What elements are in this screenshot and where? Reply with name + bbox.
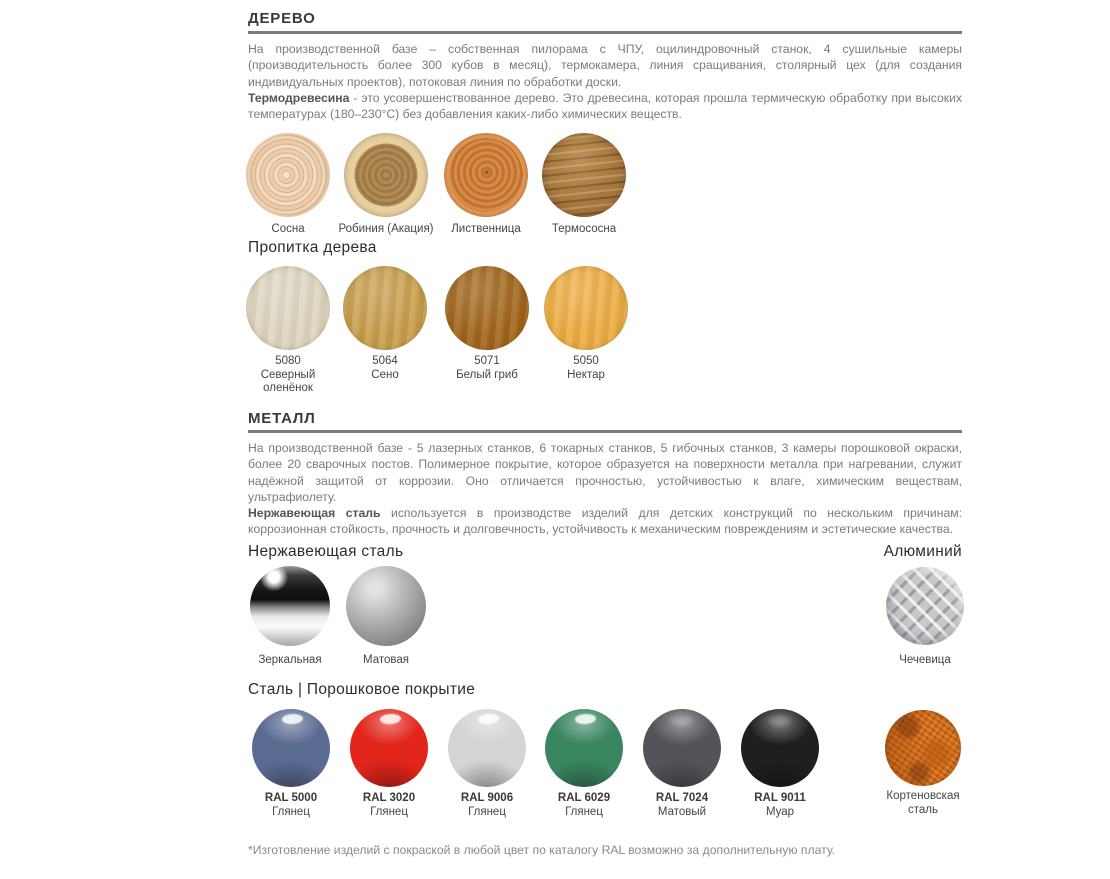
stainless-lead: Нержавеющая сталь	[248, 506, 381, 521]
powder-title: Сталь | Порошковое покрытие	[248, 681, 476, 698]
stain-name: Белый гриб	[456, 368, 518, 381]
matte-steel-sphere	[346, 566, 426, 646]
ral-color-sphere	[643, 709, 721, 787]
ral-color-sphere	[545, 709, 623, 787]
metal-intro-paragraph: На производственной базе - 5 лазерных станков, 6 токарных станков, 5 гибочных станков, 3 камеры порошковой окраски, более 20 сварочных постов. Полимерное покрытие, которое образуется на поверхности металла при нагревании, служит надёжной защитой от коррозии. Оно отличается прочностью, устойчивостью к влаге, химическим веществам, ультрафиолету.	[248, 441, 962, 504]
ral-code: RAL 3020	[362, 792, 416, 804]
ral-color-sphere	[741, 709, 819, 787]
swatch-label: Термососна	[551, 223, 617, 235]
swatch-label: Робиния (Акация)	[338, 223, 434, 235]
thermowood-paragraph	[248, 90, 962, 123]
impregnation-title: Пропитка дерева	[248, 239, 377, 256]
swatch-label: Зеркальная	[258, 654, 322, 666]
larch-photo-swatch	[444, 133, 528, 217]
ral-color-sphere	[448, 709, 526, 787]
aluminum-title: Алюминий	[883, 543, 962, 560]
stain-code: 5050	[573, 355, 599, 367]
thermowood-text: - это усовершенствованное дерево. Это древесина, которая прошла термическую обработку при высоких температурах (180–230°С) без добавления каких-либо химических веществ.	[248, 90, 962, 122]
ral-finish: Глянец	[272, 805, 310, 818]
corten-name: Кортеновская сталь	[886, 790, 960, 816]
ral-finish: Глянец	[565, 805, 603, 818]
corten-steel-disc	[885, 710, 961, 786]
ral-finish: Муар	[765, 805, 795, 818]
swatch-label: Матовая	[363, 654, 409, 666]
pine-photo-swatch	[246, 133, 330, 217]
corten-swatch	[863, 710, 983, 817]
ral-code: RAL 9006	[460, 792, 514, 804]
ral-code: RAL 6029	[557, 792, 611, 804]
powder-swatch-ral9011	[720, 709, 840, 819]
thermowood-lead: Термодревесина	[248, 90, 350, 105]
wood-section-text	[248, 41, 962, 122]
thermopine-photo-swatch	[542, 133, 626, 217]
checker-plate-swatch	[886, 567, 964, 645]
swatch-label: Чечевица	[899, 654, 951, 666]
stainless-text: используется в производстве изделий для детских конструкций по нескольким причинам: коррозионная стойкость, прочность и долговечность, устойчивость к механическим повреждениям и эстетические качества.	[248, 506, 962, 537]
swatch-label: Сосна	[271, 223, 305, 235]
ral-finish: Матовый	[657, 805, 707, 818]
ral-code: RAL 9011	[754, 792, 806, 804]
wood-section-divider	[248, 31, 962, 34]
wood-swatch-thermopine	[524, 133, 644, 237]
ral-color-sphere	[350, 709, 428, 787]
stainless-title: Нержавеющая сталь	[248, 543, 404, 560]
stainless-paragraph	[248, 505, 962, 538]
stain-color-swatch	[246, 266, 330, 350]
swatch-label: Лиственница	[451, 223, 521, 235]
stain-code: 5064	[372, 355, 398, 367]
wood-section-title: ДЕРЕВО	[248, 10, 316, 27]
wood-intro-paragraph: На производственной базе – собственная пилорама с ЧПУ, оцилиндровочный станок, 4 сушильные камеры (производительность более 300 кубов в месяц), термокамера, линия сращивания, столярный цех (для создания индивидуальных проектов), потоковая линия по обработки доски.	[248, 42, 962, 89]
stain-name: Нектар	[567, 368, 605, 381]
ral-finish: Глянец	[468, 805, 506, 818]
stain-code: 5080	[275, 355, 301, 367]
stain-color-swatch	[343, 266, 427, 350]
ral-code: RAL 5000	[264, 792, 318, 804]
mirror-steel-sphere	[250, 566, 330, 646]
stain-swatch-5050	[526, 266, 646, 382]
stain-name: Северный оленёнок	[260, 368, 316, 394]
ral-footnote: *Изготовление изделий с покраской в любой цвет по каталогу RAL возможно за дополнительную плату.	[248, 843, 836, 857]
metal-section-divider	[248, 430, 962, 433]
ral-color-sphere	[252, 709, 330, 787]
stain-color-swatch	[445, 266, 529, 350]
ral-code: RAL 7024	[655, 792, 709, 804]
stain-code: 5071	[474, 355, 500, 367]
stain-color-swatch	[544, 266, 628, 350]
aluminum-swatch-lens	[865, 567, 985, 668]
ral-finish: Глянец	[370, 805, 408, 818]
metal-section-text	[248, 440, 962, 538]
stain-name: Сено	[371, 368, 399, 381]
stainless-swatch-matte	[326, 566, 446, 668]
robinia-photo-swatch	[344, 133, 428, 217]
metal-section-title: МЕТАЛЛ	[248, 410, 316, 427]
